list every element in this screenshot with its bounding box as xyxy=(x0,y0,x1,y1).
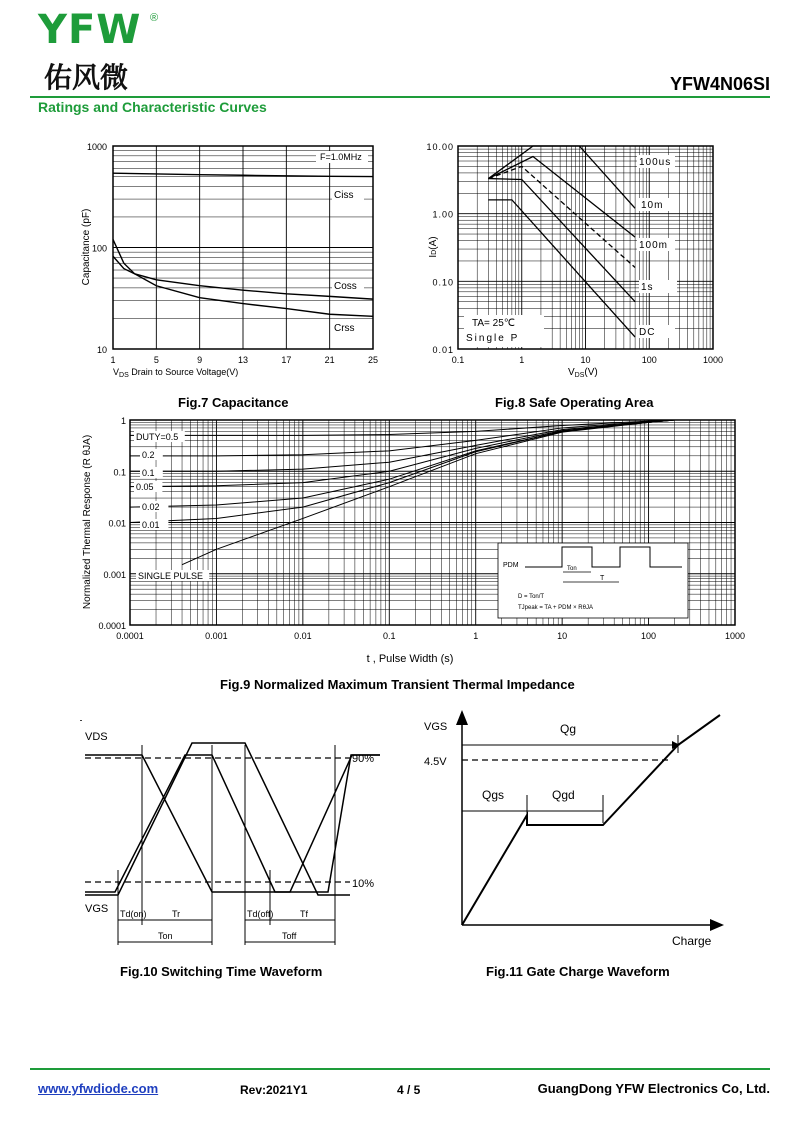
logo-brand-text: YFW xyxy=(38,7,142,53)
fig8-label-10m: 10m xyxy=(641,200,664,211)
fig9-ytick: 0.1 xyxy=(113,467,126,478)
fig9-caption: Fig.9 Normalized Maximum Transient Thermal Impedance xyxy=(220,677,575,692)
fig9-duty-label: DUTY=0.5 xyxy=(136,432,179,442)
fig8-xtick: 0.1 xyxy=(451,355,465,365)
fig9-inset-formula-duty: D = Ton/T xyxy=(518,594,545,600)
fig7-ylabel: Capacitance (pF) xyxy=(81,208,92,286)
fig8-xlabel: $V_{DS}(V)$ xyxy=(568,367,598,379)
fig8-safe-operating-area-chart xyxy=(420,135,740,395)
fig9-series-3 xyxy=(130,420,675,487)
website-link[interactable]: www.yfwdiode.com xyxy=(38,1081,159,1096)
fig9-xtick: 0.01 xyxy=(294,631,312,641)
fig11-caption: Fig.11 Gate Charge Waveform xyxy=(486,964,670,979)
company-logo xyxy=(38,8,168,94)
fig9-xlabel: t , Pulse Width (s) xyxy=(366,653,454,665)
fig7-series-labels xyxy=(332,188,364,334)
fig8-single-pulse-note: Single P xyxy=(466,333,520,344)
fig9-duty-label: 0.01 xyxy=(142,520,160,530)
fig10-toff-label: Toff xyxy=(282,931,297,941)
fig8-xtick: 1000 xyxy=(702,355,724,365)
fig9-xtick: 1 xyxy=(473,631,479,641)
fig8-label-1s: 1s xyxy=(641,282,654,293)
fig9-xtick: 10 xyxy=(557,631,568,641)
fig9-xtick: 100 xyxy=(641,631,657,641)
fig8-ytick: 1.00 xyxy=(432,209,454,220)
fig9-ytick: 0.01 xyxy=(108,518,126,529)
fig8-label-100m: 100m xyxy=(639,240,669,251)
fig9-duty-label: 0.1 xyxy=(142,468,155,478)
fig10-90-label: 90% xyxy=(352,753,375,765)
fig7-ytick: 1000 xyxy=(86,142,107,152)
fig7-label-ciss: Ciss xyxy=(334,190,354,201)
fig10-tf-label: Tf xyxy=(300,909,308,919)
fig8-series-1s xyxy=(488,179,635,302)
fig11-qgs-label: Qgs xyxy=(482,788,505,802)
fig9-inset-pdm: PDM xyxy=(503,562,519,569)
fig10-tdoff-label: Td(off) xyxy=(247,909,274,919)
fig9-thermal-impedance-chart xyxy=(70,410,750,675)
fig9-xtick: 0.0001 xyxy=(116,631,144,641)
fig9-xtick: 0.1 xyxy=(383,631,396,641)
fig10-ton-label: Ton xyxy=(158,931,173,941)
fig8-xtick: 10 xyxy=(580,355,591,365)
fig10-vds-label: VDS xyxy=(85,731,108,743)
fig8-ytick: 0.10 xyxy=(432,277,454,288)
header-divider xyxy=(30,96,770,98)
fig11-qg-label: Qg xyxy=(560,722,577,736)
fig7-caption: Fig.7 Capacitance xyxy=(178,395,289,410)
fig10-tdon-label: Td(on) xyxy=(120,909,147,919)
fig10-vgs-label: VGS xyxy=(85,903,109,915)
fig9-duty-label: 0.05 xyxy=(136,482,154,492)
fig10-switching-waveform xyxy=(80,720,400,960)
fig10-caption: Fig.10 Switching Time Waveform xyxy=(120,964,323,979)
fig7-label-crss: Crss xyxy=(334,323,355,334)
page-number: 4 / 5 xyxy=(397,1083,421,1097)
company-name: GuangDong YFW Electronics Co, Ltd. xyxy=(537,1081,770,1096)
fig11-gate-curve xyxy=(462,715,720,925)
fig9-inset-ton: Ton xyxy=(567,566,577,572)
fig9-ytick: 0.001 xyxy=(103,569,126,580)
fig7-xtick: 1 xyxy=(110,355,116,365)
fig8-label-100us: 100us xyxy=(639,157,672,168)
fig9-xtick: 1000 xyxy=(724,631,746,641)
fig10-tr-label: Tr xyxy=(172,909,181,919)
part-number: YFW4N06SI xyxy=(669,74,770,94)
fig7-xtick: 25 xyxy=(367,355,379,365)
fig9-ytick: 0.0001 xyxy=(98,621,126,631)
fig8-series-10m xyxy=(488,156,635,237)
fig9-duty-label: 0.2 xyxy=(142,450,155,460)
fig8-label-dc: DC xyxy=(639,327,656,338)
fig9-inset-t: T xyxy=(600,575,605,582)
fig11-y-arrow xyxy=(456,710,468,725)
fig11-qgd-label: Qgd xyxy=(552,788,575,802)
fig7-xtick: 21 xyxy=(324,355,335,365)
fig9-ytick: 1 xyxy=(120,416,126,426)
fig11-level-label: 4.5V xyxy=(424,756,447,768)
fig7-capacitance-chart xyxy=(70,135,390,395)
fig8-ytick: 0.01 xyxy=(432,345,454,355)
fig11-charge-label: Charge xyxy=(672,934,712,948)
fig10-10-label: 10% xyxy=(352,878,375,890)
fig8-ta-note: TA= 25℃ xyxy=(472,318,516,329)
logo-chinese-text: 佑风微 xyxy=(44,61,129,94)
revision-label: Rev:2021Y1 xyxy=(240,1083,308,1097)
fig9-series-4 xyxy=(130,420,675,507)
registered-mark: ® xyxy=(150,12,159,24)
fig8-xtick: 1 xyxy=(519,355,525,365)
footer-divider xyxy=(30,1068,770,1070)
fig8-series-100us xyxy=(488,146,635,208)
fig7-xtick: 17 xyxy=(281,355,292,365)
fig11-gate-charge-waveform xyxy=(420,705,750,955)
fig7-frequency-note: F=1.0MHz xyxy=(320,152,362,162)
fig9-xtick: 0.001 xyxy=(205,631,228,641)
fig8-caption: Fig.8 Safe Operating Area xyxy=(495,395,654,410)
fig8-xtick: 100 xyxy=(641,355,657,365)
fig9-series-1 xyxy=(130,420,675,456)
fig9-inset xyxy=(498,543,688,618)
fig9-duty-label: 0.02 xyxy=(142,502,160,512)
fig11-x-arrow xyxy=(710,919,724,931)
section-title: Ratings and Characteristic Curves xyxy=(38,99,267,115)
fig7-label-coss: Coss xyxy=(334,281,357,292)
fig7-xtick: 13 xyxy=(237,355,249,365)
fig8-ytick: 10.00 xyxy=(426,142,454,152)
fig7-ytick: 100 xyxy=(91,243,107,254)
fig9-ylabel: Normalized Thermal Response (R θJA) xyxy=(82,434,93,610)
fig9-inset-formula-tj: TJpeak = TA + PDM × RθJA xyxy=(518,605,593,611)
fig7-xlabel: $V_{DS}$ Drain to Source Voltage(V) xyxy=(113,367,239,379)
fig7-ytick: 10 xyxy=(96,345,107,355)
fig7-xtick: 5 xyxy=(153,355,159,365)
fig11-vgs-label: VGS xyxy=(424,721,448,733)
fig8-ylabel: ID(A) xyxy=(428,236,439,258)
fig7-xtick: 9 xyxy=(197,355,203,365)
fig9-duty-label: SINGLE PULSE xyxy=(138,571,204,581)
